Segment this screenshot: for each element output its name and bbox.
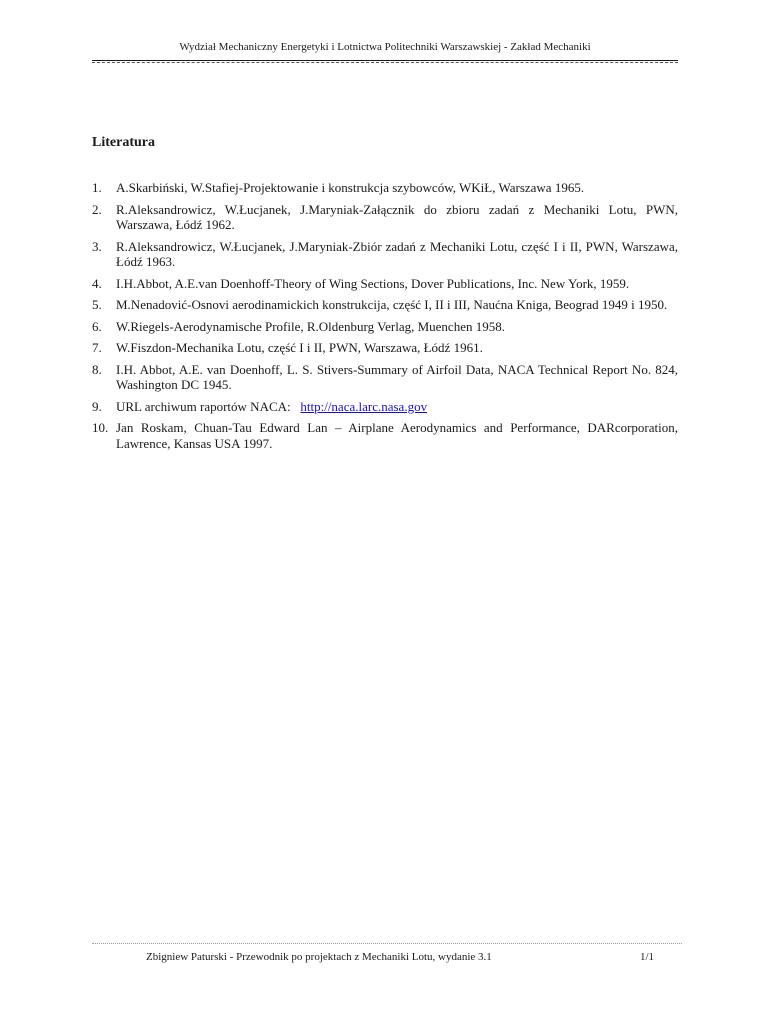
page-header: Wydział Mechaniczny Energetyki i Lotnictwa Politechniki Warszawskiej - Zakład Mechaniki [179,41,591,53]
reference-number: 6. [92,318,102,334]
reference-number: 10. [92,420,109,435]
reference-item-8 [92,362,678,393]
reference-list [92,180,678,457]
header-rule-dashed [92,62,678,63]
reference-item-4 [92,276,678,292]
reference-text: W.Fiszdon-Mechanika Lotu, część I i II, PWN, Warszawa, Łódź 1961. [116,340,483,355]
naca-archive-link[interactable]: http://naca.larc.nasa.gov [300,398,428,414]
reference-number: 3. [92,238,102,254]
reference-item-2 [92,202,678,233]
reference-text: URL archiwum raportów NACA: [116,398,291,414]
reference-item-5 [92,297,678,313]
reference-number: 5. [92,297,102,312]
footer-rule [92,943,682,944]
reference-number: 2. [92,201,102,217]
reference-number: 7. [92,340,102,355]
reference-text: R.Aleksandrowicz, W.Łucjanek, J.Maryniak-Załącznik do zbioru zadań z Mechaniki Lotu, PWN, Warszawa, Łódź 1962. [116,201,678,232]
reference-item-10 [92,420,678,451]
reference-text: M.Nenadović-Osnovi aerodinamickich konstrukcija, część I, II i III, Naućna Kniga, Beograd 1949 i 1950. [116,297,668,312]
reference-item-1 [92,180,678,196]
page-number: 1/1 [639,951,654,963]
reference-text: I.H.Abbot, A.E.van Doenhoff-Theory of Wing Sections, Dover Publications, Inc. New York, 1959. [116,275,630,291]
reference-item-3 [92,239,678,270]
section-title: Literatura [92,135,155,150]
header-rule [92,60,678,61]
reference-number: 4. [92,275,102,291]
reference-text: Jan Roskam, Chuan-Tau Edward Lan – Airplane Aerodynamics and Performance, DARcorporation, Lawrence, Kansas USA 1997. [116,420,678,451]
reference-number: 9. [92,398,102,414]
reference-text: A.Skarbiński, W.Stafiej-Projektowanie i konstrukcja szybowców, WKiŁ, Warszawa 1965. [116,180,585,195]
reference-text: R.Aleksandrowicz, W.Łucjanek, J.Maryniak-Zbiór zadań z Mechaniki Lotu, część I i II, PWN, Warszawa, Łódź 1963. [116,238,678,269]
reference-text: W.Riegels-Aerodynamische Profile, R.Oldenburg Verlag, Muenchen 1958. [116,318,505,334]
reference-number: 1. [92,180,102,195]
reference-text: I.H. Abbot, A.E. van Doenhoff, L. S. Stivers-Summary of Airfoil Data, NACA Technical Report No. 824, Washington DC 1945. [116,361,678,392]
footer-title: Zbigniew Paturski - Przewodnik po projektach z Mechaniki Lotu, wydanie 3.1 [146,951,492,963]
reference-item-9 [92,399,678,415]
reference-item-6 [92,319,678,335]
reference-number: 8. [92,361,102,377]
reference-item-7 [92,340,678,356]
